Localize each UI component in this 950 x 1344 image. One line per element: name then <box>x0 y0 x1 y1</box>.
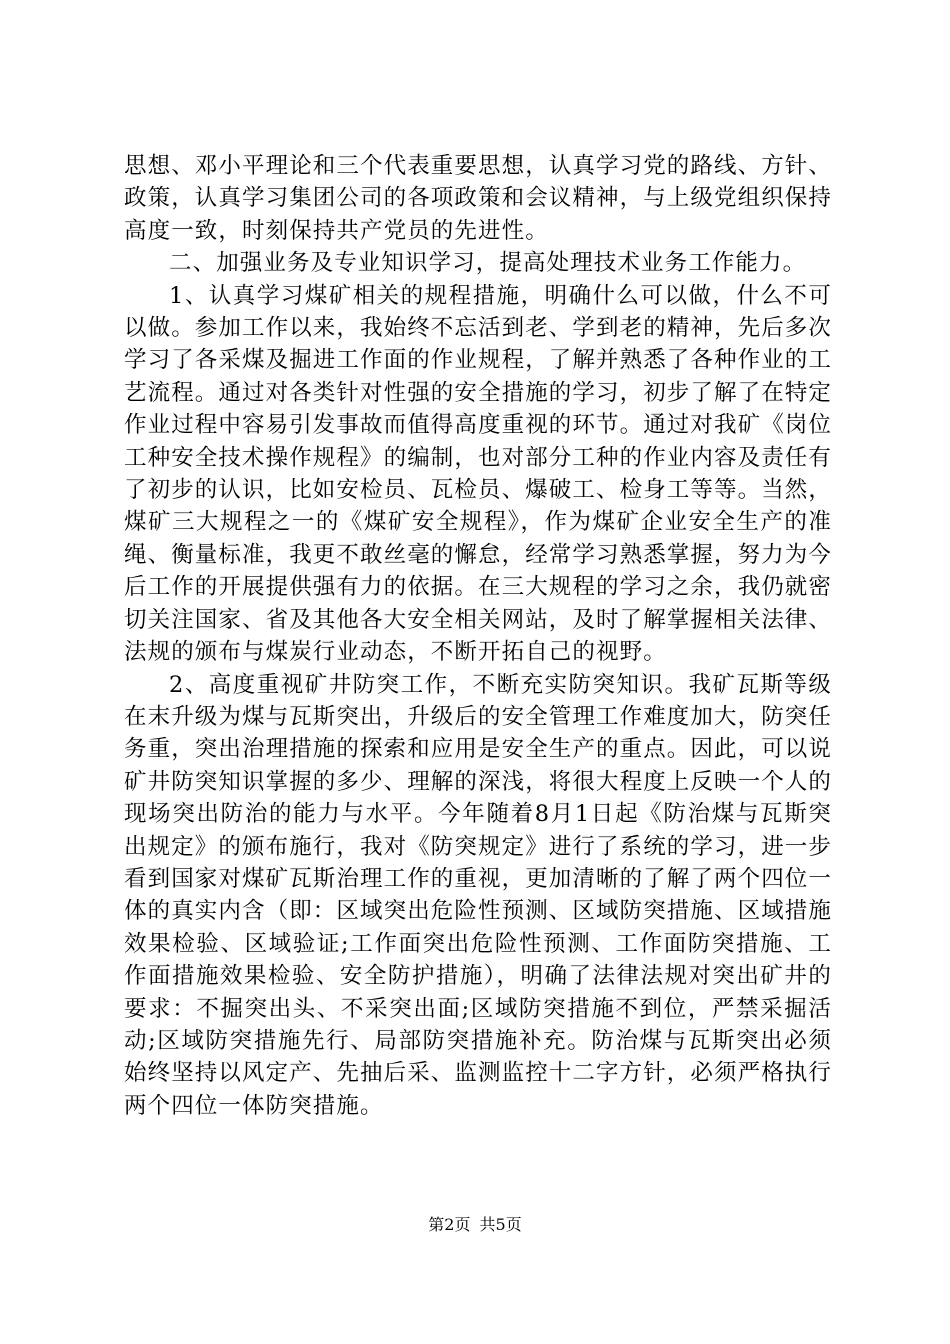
document-body <box>124 150 832 1122</box>
section-heading-two: 二、加强业务及专业知识学习，提高处理技术业务工作能力。 <box>169 250 807 277</box>
page-total: 共5页 <box>479 1215 522 1234</box>
page-footer <box>0 1214 950 1236</box>
page-number: 第2页 <box>428 1215 471 1234</box>
paragraph-item-one: 1、认真学习煤矿相关的规程措施，明确什么可以做，什么不可以做。参加工作以来，我始终不忘活到老、学到老的精神，先后多次学习了各采煤及掘进工作面的作业规程，了解并熟悉了各种作业的工艺流程。通过对各类针对性强的安全措施的学习，初步了解了在特定作业过程中容易引发事故而值得高度重视的环节。通过对我矿《岗位工种安全技术操作规程》的编制，也对部分工种的作业内容及责任有了初步的认识，比如安检员、瓦检员、爆破工、检身工等等。当然，煤矿三大规程之一的《煤矿安全规程》，作为煤矿企业安全生产的准绳、衡量标准，我更不敢丝毫的懈怠，经常学习熟悉掌握，努力为今后工作的开展提供强有力的依据。在三大规程的学习之余，我仍就密切关注国家、省及其他各大安全相关网站，及时了解掌握相关法律、法规的颁布与煤炭行业动态，不断开拓自己的视野。 <box>124 282 833 666</box>
paragraph-continuation: 思想、邓小平理论和三个代表重要思想，认真学习党的路线、方针、政策，认真学习集团公司的各项政策和会议精神，与上级党组织保持高度一致，时刻保持共产党员的先进性。 <box>124 153 833 244</box>
paragraph-item-two: 2、高度重视矿井防突工作，不断充实防突知识。我矿瓦斯等级在末升级为煤与瓦斯突出，升级后的安全管理工作难度加大，防突任务重，突出治理措施的探索和应用是安全生产的重点。因此，可以说矿井防突知识掌握的多少、理解的深浅，将很大程度上反映一个人的现场突出防治的能力与水平。今年随着8月1日起《防治煤与瓦斯突出规定》的颁布施行，我对《防突规定》进行了系统的学习，进一步看到国家对煤矿瓦斯治理工作的重视，更加清晰的了解了两个四位一体的真实内含（即：区域突出危险性预测、区域防突措施、区域措施效果检验、区域验证;工作面突出危险性预测、工作面防突措施、工作面措施效果检验、安全防护措施），明确了法律法规对突出矿井的要求：不掘突出头、不采突出面;区域防突措施不到位，严禁采掘活动;区域防突措施先行、局部防突措施补充。防治煤与瓦斯突出必须始终坚持以风定产、先抽后采、监测监控十二字方针，必须严格执行两个四位一体防突措施。 <box>124 671 833 1119</box>
